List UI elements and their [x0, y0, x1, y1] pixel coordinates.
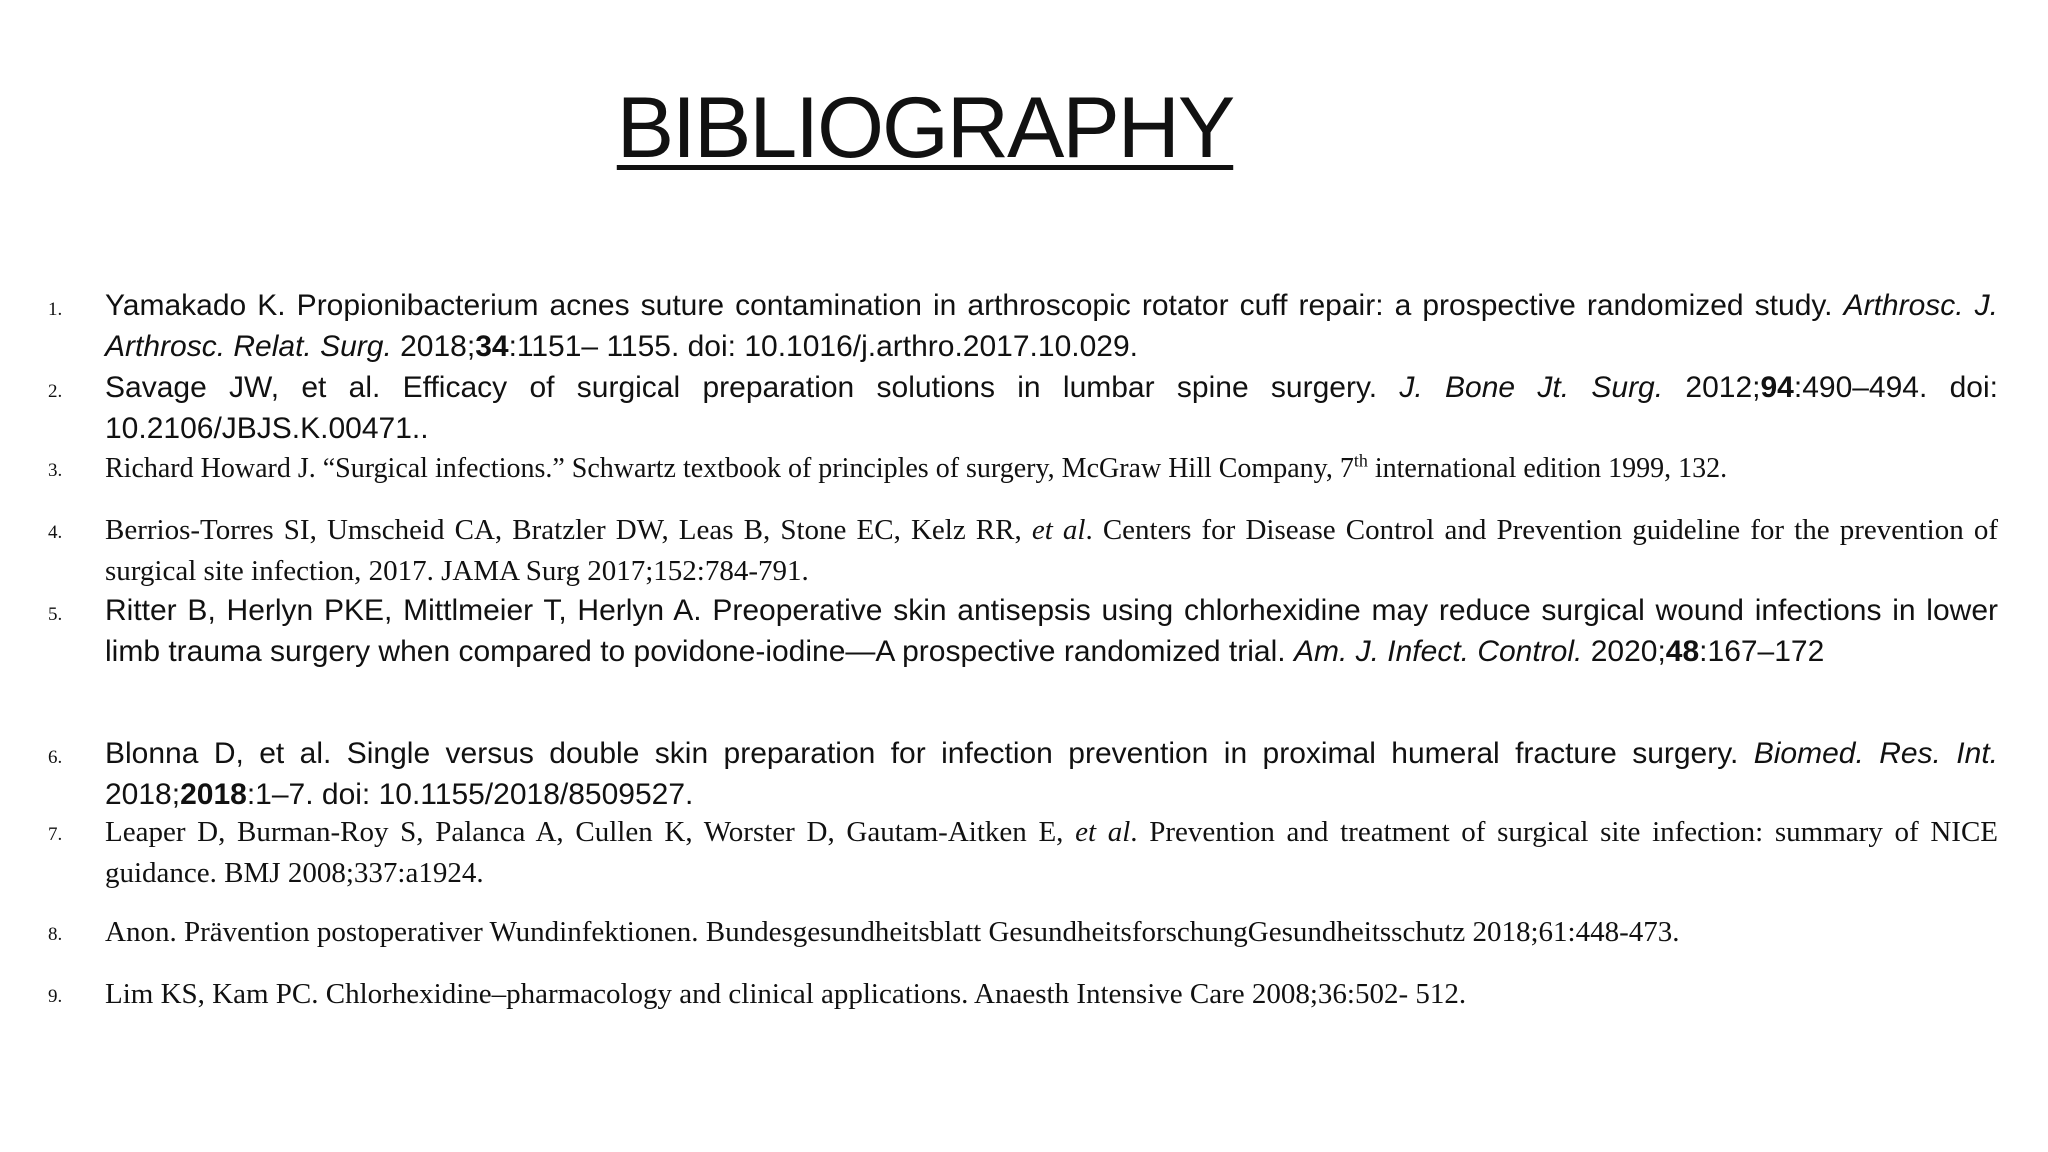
- reference-number: 6.: [48, 747, 63, 768]
- reference-number: 2.: [48, 381, 63, 402]
- reference-number: 9.: [48, 986, 63, 1007]
- reference-number: 7.: [48, 824, 63, 845]
- page-title: BIBLIOGRAPHY: [616, 80, 1234, 176]
- reference-text: Anon. Prävention postoperativer Wundinfektionen. Bundesgesundheitsblatt GesundheitsforschungGesundheitsschutz 2018;61:448-473.: [105, 916, 1680, 948]
- reference-number: 4.: [48, 522, 63, 543]
- reference-text: Savage JW, et al. Efficacy of surgical preparation solutions in lumbar spine surgery. J. Bone Jt. Surg. 2012;94:490–494. doi: 10.2106/JBJS.K.00471..: [105, 371, 1998, 445]
- reference-number: 1.: [48, 299, 63, 320]
- reference-number: 8.: [48, 924, 63, 945]
- reference-text: Blonna D, et al. Single versus double skin preparation for infection prevention in proximal humeral fracture surgery. Biomed. Res. Int. 2018;2018:1–7. doi: 10.1155/2018/8509527.: [105, 737, 1998, 811]
- reference-text: Ritter B, Herlyn PKE, Mittlmeier T, Herlyn A. Preoperative skin antisepsis using chlorhexidine may reduce surgical wound infections in lower limb trauma surgery when compared to povidone-iodine—A prospective randomized trial. Am. J. Infect. Control. 2020;48:167–172: [105, 594, 1998, 668]
- reference-text: Leaper D, Burman-Roy S, Palanca A, Cullen K, Worster D, Gautam-Aitken E, et al. Prevention and treatment of surgical site infection: summary of NICE guidance. BMJ 2008;337:a1924.: [105, 816, 1999, 889]
- reference-number: 3.: [48, 460, 63, 481]
- reference-text: Lim KS, Kam PC. Chlorhexidine–pharmacology and clinical applications. Anaesth Intensive Care 2008;36:502- 512.: [105, 978, 1467, 1010]
- reference-number: 5.: [48, 604, 63, 625]
- reference-text: Richard Howard J. “Surgical infections.” Schwartz textbook of principles of surgery, McGraw Hill Company, 7th international edition 1999, 132.: [105, 450, 1728, 484]
- reference-text: Berrios-Torres SI, Umscheid CA, Bratzler DW, Leas B, Stone EC, Kelz RR, et al. Centers for Disease Control and Prevention guideline for the prevention of surgical site infection, 2017. JAMA Surg 2017;152:784-791.: [105, 514, 1998, 587]
- reference-text: Yamakado K. Propionibacterium acnes suture contamination in arthroscopic rotator cuff repair: a prospective randomized study. Arthrosc. J. Arthrosc. Relat. Surg. 2018;34:1151– 1155. doi: 10.1016/j.arthro.2017.10.029.: [105, 289, 1998, 363]
